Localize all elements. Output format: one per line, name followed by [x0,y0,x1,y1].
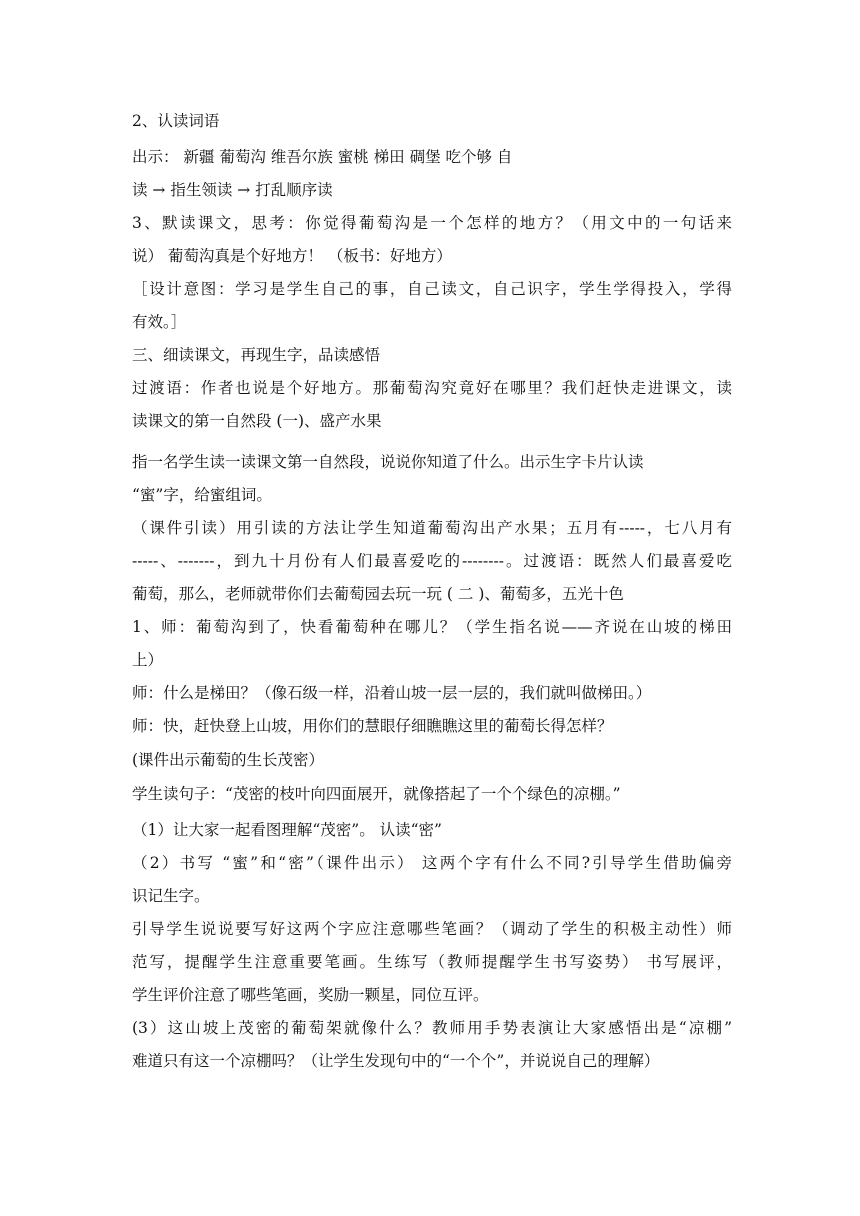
text-line: 指一名学生读一读课文第一自然段，说说你知道了什么。出示生字卡片认读 [132,453,644,471]
text-line: 说） 葡萄沟真是个好地方！ （板书：好地方） [132,247,452,265]
text-line: 学生评价注意了哪些笔画，奖励一颗星，同位互评。 [132,986,489,1004]
text-line: ［设计意图：学习是学生自己的事，自己读文，自己识字，学生学得投入，学得 [132,280,732,298]
text-line: (3）这山坡上茂密的葡萄架就像什么？教师用手势表演让大家感悟出是“凉棚” [132,1019,732,1037]
text-line: 师：快，赶快登上山坡，用你们的慧眼仔细瞧瞧这里的葡萄长得怎样？ [132,717,613,735]
text-line: （课件引读）用引读的方法让学生知道葡萄沟出产水果；五月有-----，七八月有 [132,519,732,537]
text-line: 上） [132,651,164,669]
section-heading: 三、细读课文，再现生字，品读感悟 [132,346,381,364]
text-line: 出示： 新疆 葡萄沟 维吾尔族 蜜桃 梯田 碉堡 吃个够 自 [132,148,513,166]
text-line: 识记生字。 [132,887,210,905]
text-line: 读课文的第一自然段 (一)、盛产水果 [132,412,382,430]
text-line: 读 → 指生领读 → 打乱顺序读 [132,181,333,199]
text-line: （1）让大家一起看图理解“茂密”。 认读“密” [132,821,442,839]
text-line: 引导学生说说要写好这两个字应注意哪些笔画？（调动了学生的积极主动性）师 [132,920,732,938]
text-line: 3、默读课文，思考：你觉得葡萄沟是一个怎样的地方？（用文中的一句话来 [132,214,732,232]
text-line: -----、-------，到九十月份有人们最喜爱吃的--------。过渡语：既然人们最喜爱吃 [132,552,732,570]
text-line: 有效。］ [132,313,187,331]
text-line: 过渡语：作者也说是个好地方。那葡萄沟究竟好在哪里？我们赶快走进课文，读 [132,379,732,397]
text-line: (课件出示葡萄的生长茂密） [132,751,325,769]
text-line: （2）书写 “蜜”和“密”（课件出示） 这两个字有什么不同?引导学生借助偏旁 [132,854,732,872]
text-line: 1、师：葡萄沟到了，快看葡萄种在哪儿？（学生指名说——齐说在山坡的梯田 [132,618,732,636]
text-line: 师：什么是梯田？（像石级一样，沿着山坡一层一层的，我们就叫做梯田。） [132,684,652,702]
text-line: 难道只有这一个凉棚吗？（让学生发现句中的“一个个”，并说说自己的理解） [132,1052,660,1070]
text-line: 葡萄，那么，老师就带你们去葡萄园去玩一玩 ( 二 )、葡萄多，五光十色 [132,585,624,603]
text-line: 2、认读词语 [132,112,220,130]
text-line: 范写，提醒学生注意重要笔画。生练写（教师提醒学生书写姿势） 书写展评， [132,953,732,971]
text-line: “蜜”字，给蜜组词。 [132,486,272,504]
text-line: 学生读句子：“茂密的枝叶向四面展开，就像搭起了一个个绿色的凉棚。” [132,785,621,803]
